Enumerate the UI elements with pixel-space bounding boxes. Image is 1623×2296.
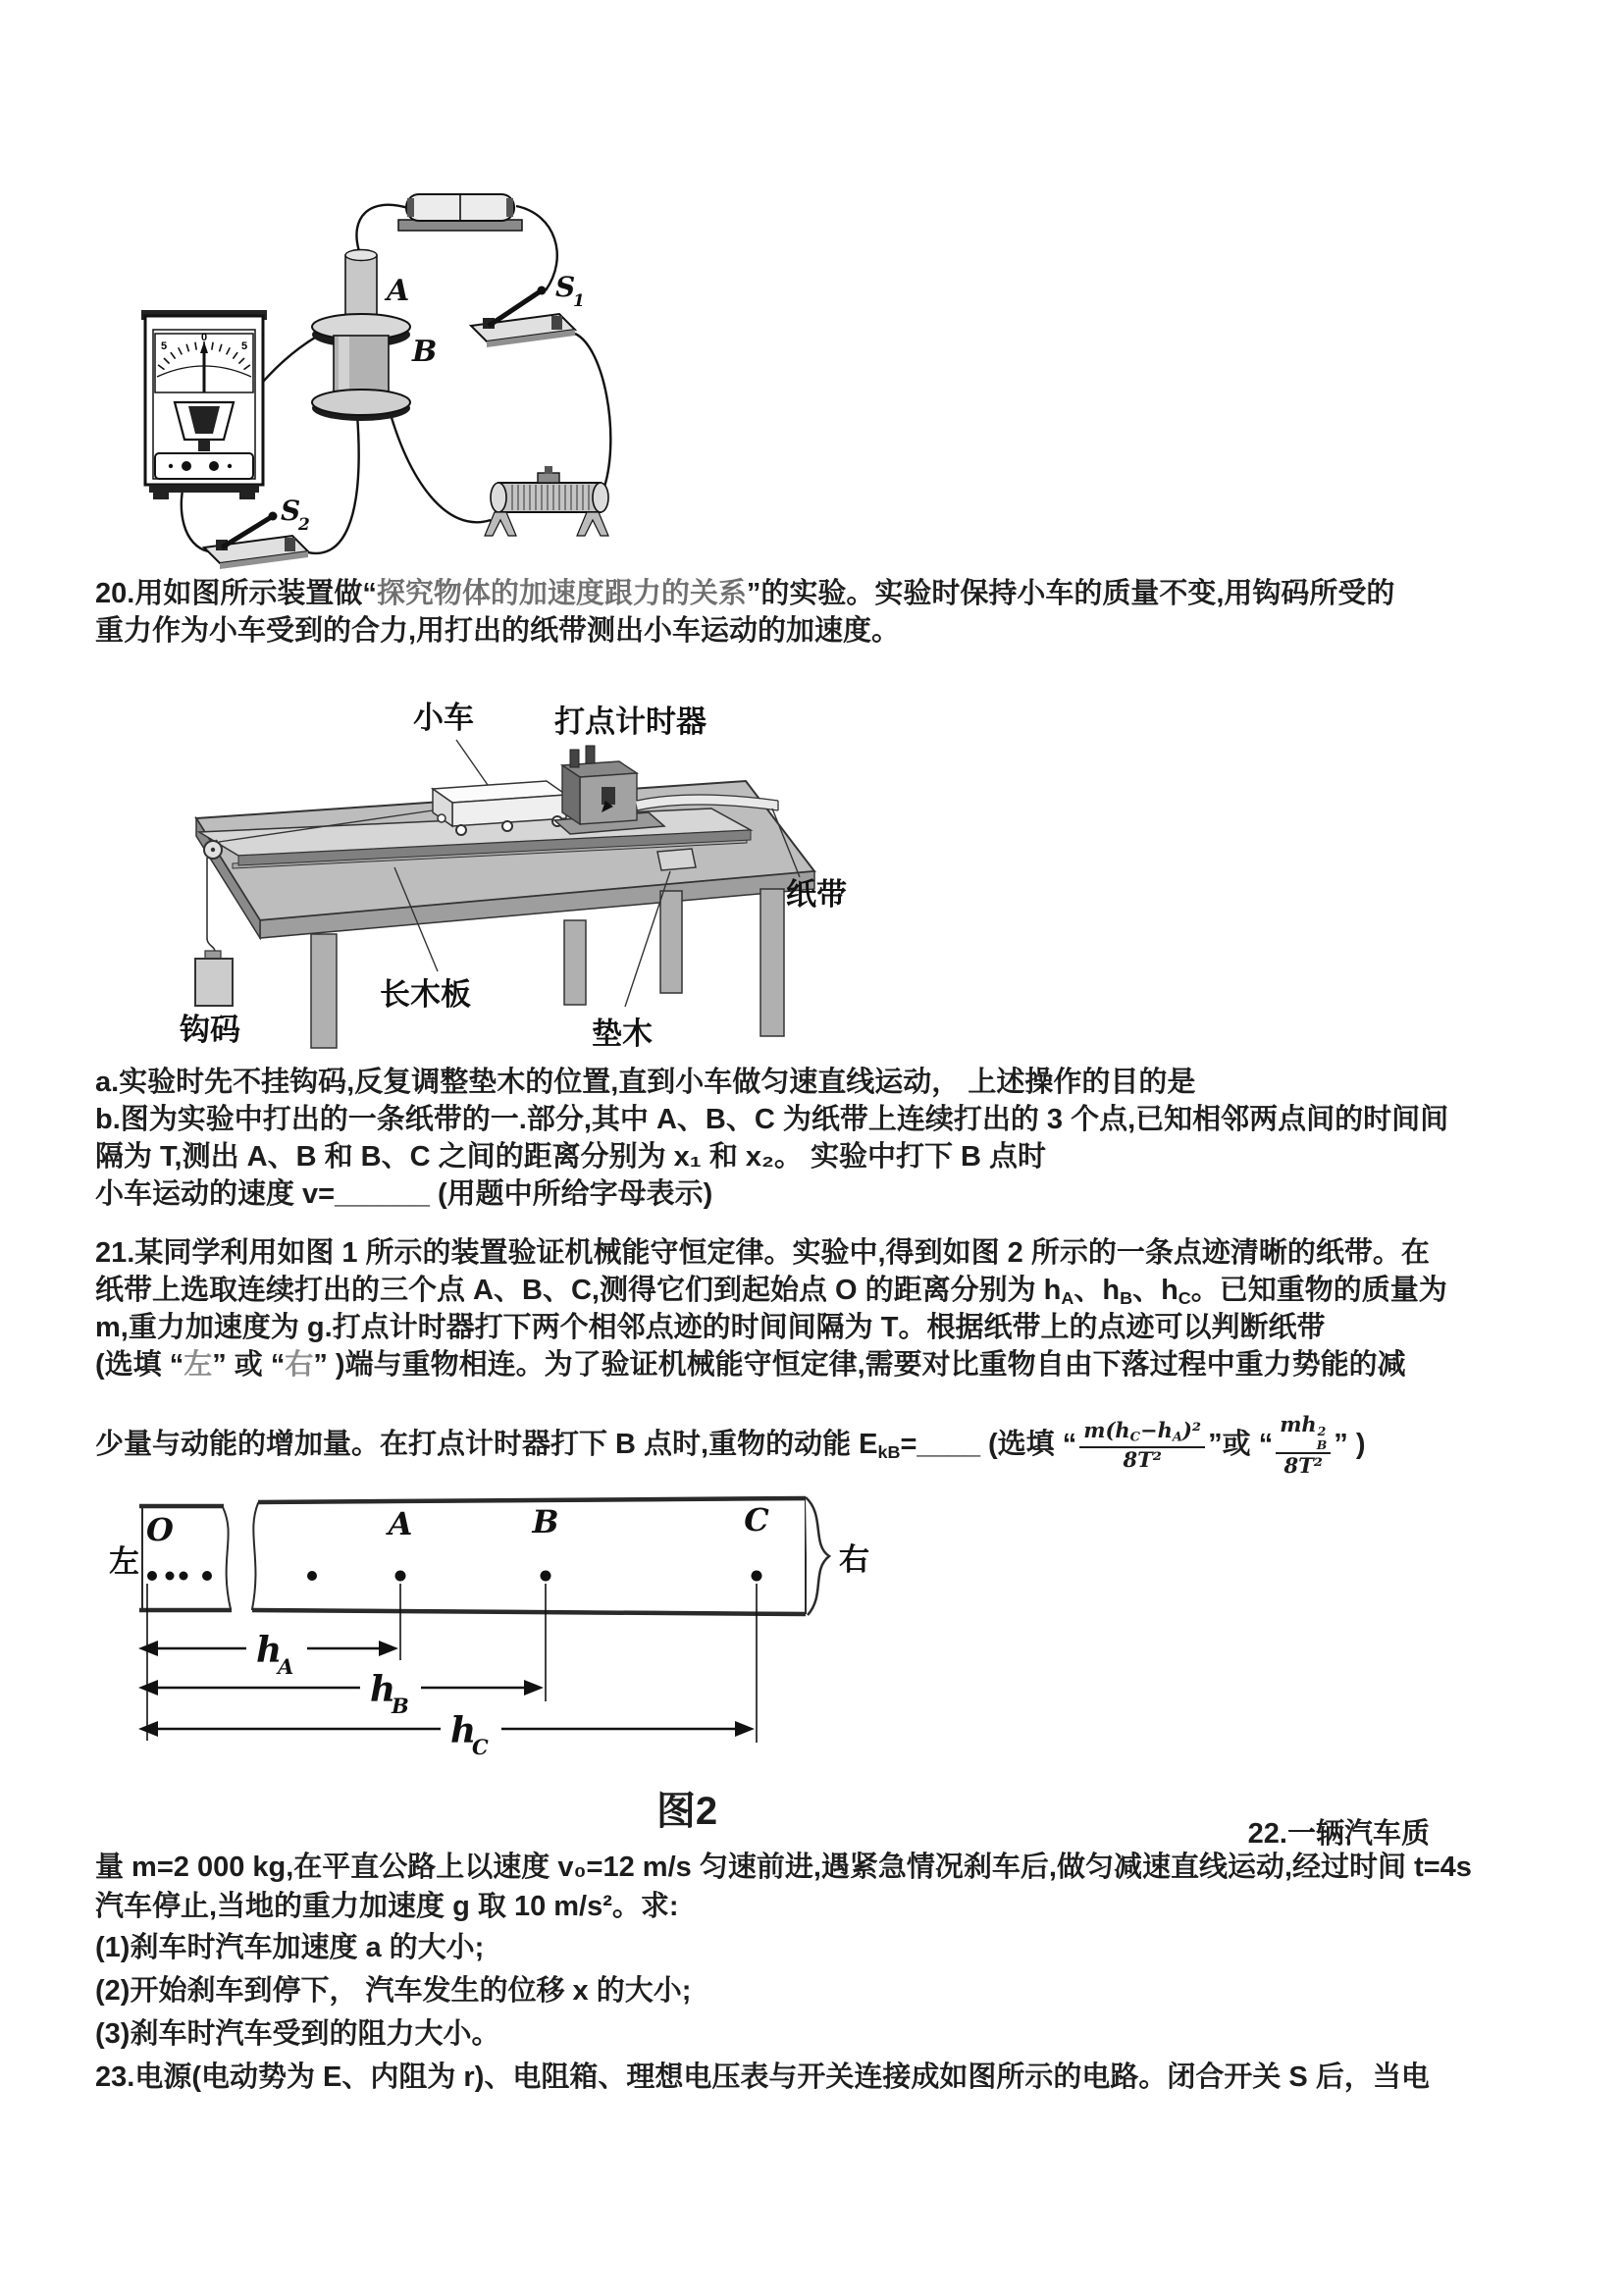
q21-l4-text: (选填 “ (95, 1349, 184, 1381)
q21-l4-right-option: 右 (285, 1349, 314, 1381)
label-board: 长木板 (380, 977, 471, 1012)
q21-l2-text3: 、h (1132, 1275, 1178, 1306)
q22-item1: (1)刹车时汽车加速度 a 的大小; (95, 1932, 485, 1963)
point-b-label: B (532, 1503, 559, 1540)
q21-line1: 21.某同学利用如图 1 所示的装置验证机械能守恒定律。实验中,得到如图 2 所示的一条点迹清晰的纸带。在 (95, 1237, 1430, 1269)
q21-l2-sub-b: B (1120, 1288, 1133, 1309)
q21-formula-line (95, 1409, 1530, 1480)
f2-sup: 2 (1317, 1424, 1327, 1439)
f1-sub-a: A (1172, 1430, 1182, 1445)
q21-l4-left-option: 左 (183, 1349, 213, 1381)
ha-label-sub: A (278, 1654, 294, 1679)
q21-line3: m,重力加速度为 g.打点计时器打下两个相邻点迹的时间间隔为 T。根据纸带上的点迹可以判断纸带 (95, 1312, 1326, 1343)
coil-label-b: B (412, 335, 438, 369)
f1-num: m(h (1083, 1418, 1130, 1443)
q21-l4-text3: ” )端与重物相连。为了验证机械能守恒定律,需要对比重物自由下落过程中重力势能的减 (313, 1349, 1406, 1381)
rheostat (485, 466, 608, 536)
battery (398, 194, 522, 231)
switch-s2-label: S (281, 495, 301, 527)
q21-l5-text4: ” ) (1334, 1429, 1366, 1460)
q21-line4 (95, 1346, 1530, 1383)
hb-label: h (370, 1669, 396, 1710)
q22-item3: (3)刹车时汽车受到的阻力大小。 (95, 2018, 500, 2050)
dial-label-left: 5 (161, 340, 168, 352)
q21-l2-sub-a: A (1061, 1288, 1074, 1309)
q21-l5-text: 少量与动能的增加量。在打点计时器打下 B 点时,重物的动能 E (95, 1429, 878, 1460)
q22-line1: 量 m=2 000 kg,在平直公路上以速度 v₀=12 m/s 匀速前进,遇紧急情况刹车后,做匀减速直线运动,经过时间 t=4s (95, 1852, 1472, 1883)
item-b-line1: b.图为实验中打出的一条纸带的一.部分,其中 A、B、C 为纸带上连续打出的 3 个点,已知相邻两点间的时间间 (95, 1104, 1449, 1135)
hc-label-sub: C (472, 1735, 489, 1756)
label-weight: 钩码 (180, 1013, 240, 1047)
q21-l2-text: 纸带上选取连续打出的三个点 A、B、C,测得它们到起始点 O 的距离分别为 h (95, 1275, 1062, 1306)
f1-num3: )² (1182, 1418, 1202, 1443)
label-tape: 纸带 (786, 877, 847, 912)
switch-s1-label: S (555, 271, 576, 303)
switch-s1 (471, 271, 585, 347)
circuit-diagram (98, 108, 707, 571)
switch-s2 (204, 495, 310, 569)
q21-l2-text4: 。已知重物的质量为 (1190, 1275, 1447, 1306)
item-a: a.实验时先不挂钩码,反复调整垫木的位置,直到小车做匀速直线运动， 上述操作的目的是 (95, 1067, 1196, 1098)
apparatus-diagram (123, 663, 898, 1058)
dial-label-right: 5 (241, 340, 248, 352)
f2-num: mh (1280, 1412, 1317, 1437)
wedge-block (657, 849, 696, 870)
f2-den: 8T² (1283, 1452, 1323, 1478)
q22-line2: 汽车停止,当地的重力加速度 g 取 10 m/s²。求: (95, 1891, 679, 1922)
q22-intro: 22.一辆汽车质 (1247, 1818, 1430, 1850)
label-cart: 小车 (413, 701, 474, 735)
item-b-line3: 小车运动的速度 v=______ (用题中所给字母表示) (95, 1178, 713, 1210)
q20-text-pre: 20.用如图所示装置做“ (95, 578, 377, 609)
ha-label: h (256, 1630, 283, 1671)
f1-den: 8T² (1123, 1446, 1162, 1472)
q21-l5-text2: =____ (选填 “ (900, 1429, 1077, 1460)
induction-coil (312, 250, 437, 422)
switch-s1-sub: 1 (573, 291, 585, 311)
q21-l2-sub-c: C (1178, 1288, 1191, 1309)
f1-sub-c: C (1129, 1430, 1141, 1445)
tape-figure (103, 1493, 878, 1756)
q22-item2: (2)开始刹车到停下， 汽车发生的位移 x 的大小; (95, 1975, 692, 2007)
f2-sub: B (1316, 1436, 1328, 1452)
formula-option-1 (1079, 1420, 1205, 1471)
right-end-label: 右 (839, 1542, 869, 1577)
q20-line2: 重力作为小车受到的合力,用打出的纸带测出小车运动的加速度。 (95, 615, 901, 647)
point-a-label: A (388, 1505, 413, 1542)
q21-l5-text3: ”或 “ (1208, 1429, 1274, 1460)
point-o-label: O (146, 1511, 174, 1548)
q20-quote: 探究物体的加速度跟力的关系 (376, 578, 747, 609)
hc-arrow (138, 1710, 755, 1756)
formula-option-2 (1276, 1414, 1331, 1477)
label-timer: 打点计时器 (554, 704, 707, 739)
q20-text-post: ”的实验。实验时保持小车的质量不变,用钩码所受的 (746, 578, 1395, 609)
f1-num2: −h (1140, 1418, 1173, 1443)
item-b-line2: 隔为 T,测出 A、B 和 B、C 之间的距离分别为 x₁ 和 x₂。 实验中打下 B 点时 (95, 1141, 1047, 1173)
coil-label-a: A (387, 274, 410, 308)
q21-l4-text2: ” 或 “ (212, 1349, 286, 1381)
hb-label-sub: B (392, 1694, 409, 1718)
switch-s2-sub: 2 (298, 515, 310, 535)
left-end-label: 左 (109, 1544, 139, 1579)
galvanometer (141, 310, 267, 499)
point-c-label: C (744, 1501, 769, 1539)
q23-line1: 23.电源(电动势为 E、内阻为 r)、电阻箱、理想电压表与开关连接成如图所示的电路。闭合开关 S 后，当电 (95, 2061, 1430, 2093)
dial-label-center: 0 (201, 332, 208, 343)
figure2-caption: 图2 (655, 1790, 718, 1833)
label-wedge: 垫木 (592, 1017, 653, 1051)
hb-arrow (138, 1669, 544, 1718)
hc-label: h (450, 1710, 477, 1751)
q20-line1 (95, 575, 1530, 612)
q21-l2-text2: 、h (1073, 1275, 1121, 1306)
ha-arrow (138, 1630, 398, 1679)
ekb-subscript: kB (877, 1442, 901, 1463)
